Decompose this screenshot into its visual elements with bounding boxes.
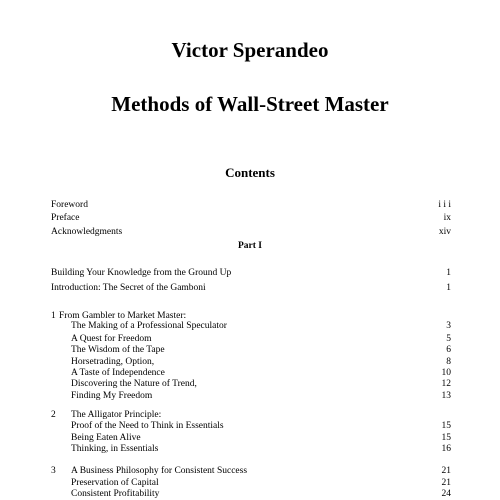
book-title: Methods of Wall-Street Master <box>111 92 389 116</box>
chapter-title: The Alligator Principle: <box>71 410 162 420</box>
section-page: 5 <box>446 334 451 344</box>
section-label: Preservation of Capital <box>71 478 159 488</box>
chapter-title: A Business Philosophy for Consistent Success <box>71 466 248 476</box>
section-label: Consistent Profitability <box>71 489 160 499</box>
section-page: 15 <box>441 421 451 431</box>
section-page: 3 <box>446 321 451 331</box>
section-page: 6 <box>446 345 451 355</box>
section-label: Proof of the Need to Think in Essentials <box>71 421 224 431</box>
section-label: The Wisdom of the Tape <box>71 345 165 355</box>
part-label: Part I <box>237 241 262 251</box>
section-page: 12 <box>441 379 451 389</box>
toc-entry-page: ix <box>443 213 451 223</box>
chapter-number: 2 <box>51 410 56 420</box>
chapter-number: 3 <box>51 466 56 476</box>
section-label: A Taste of Independence <box>71 368 165 378</box>
section-page: 24 <box>441 489 451 499</box>
section-page: 8 <box>446 357 451 367</box>
toc-entry-label: Foreword <box>51 200 88 210</box>
section-label: Being Eaten Alive <box>71 433 141 443</box>
section-page: 13 <box>441 391 451 401</box>
section-page: 10 <box>441 368 451 378</box>
toc-entry-label: Introduction: The Secret of the Gamboni <box>51 283 206 293</box>
toc-entry-page: 1 <box>446 283 451 293</box>
section-label: Thinking, in Essentials <box>71 444 159 454</box>
toc-entry-page: i i i <box>438 200 451 210</box>
section-page: 16 <box>441 444 451 454</box>
chapter-page: 21 <box>441 466 451 476</box>
author-name: Victor Sperandeo <box>171 38 329 62</box>
section-label: Discovering the Nature of Trend, <box>71 379 197 389</box>
toc-entry-label: Preface <box>51 213 80 223</box>
section-label: Horsetrading, Option, <box>71 357 155 367</box>
section-label: A Quest for Freedom <box>71 334 152 344</box>
toc-entry-label: Building Your Knowledge from the Ground Up <box>51 268 232 278</box>
section-page: 21 <box>441 478 451 488</box>
toc-entry-label: Acknowledgments <box>51 227 123 237</box>
contents-heading: Contents <box>225 165 275 180</box>
toc-entry-page: 1 <box>446 268 451 278</box>
section-label: The Making of a Professional Speculator <box>71 321 227 331</box>
section-label: Finding My Freedom <box>71 391 153 401</box>
chapter-number: 1 <box>51 311 56 321</box>
chapter-title: From Gambler to Market Master: <box>59 311 187 321</box>
toc-entry-page: xiv <box>438 227 451 237</box>
section-page: 15 <box>441 433 451 443</box>
